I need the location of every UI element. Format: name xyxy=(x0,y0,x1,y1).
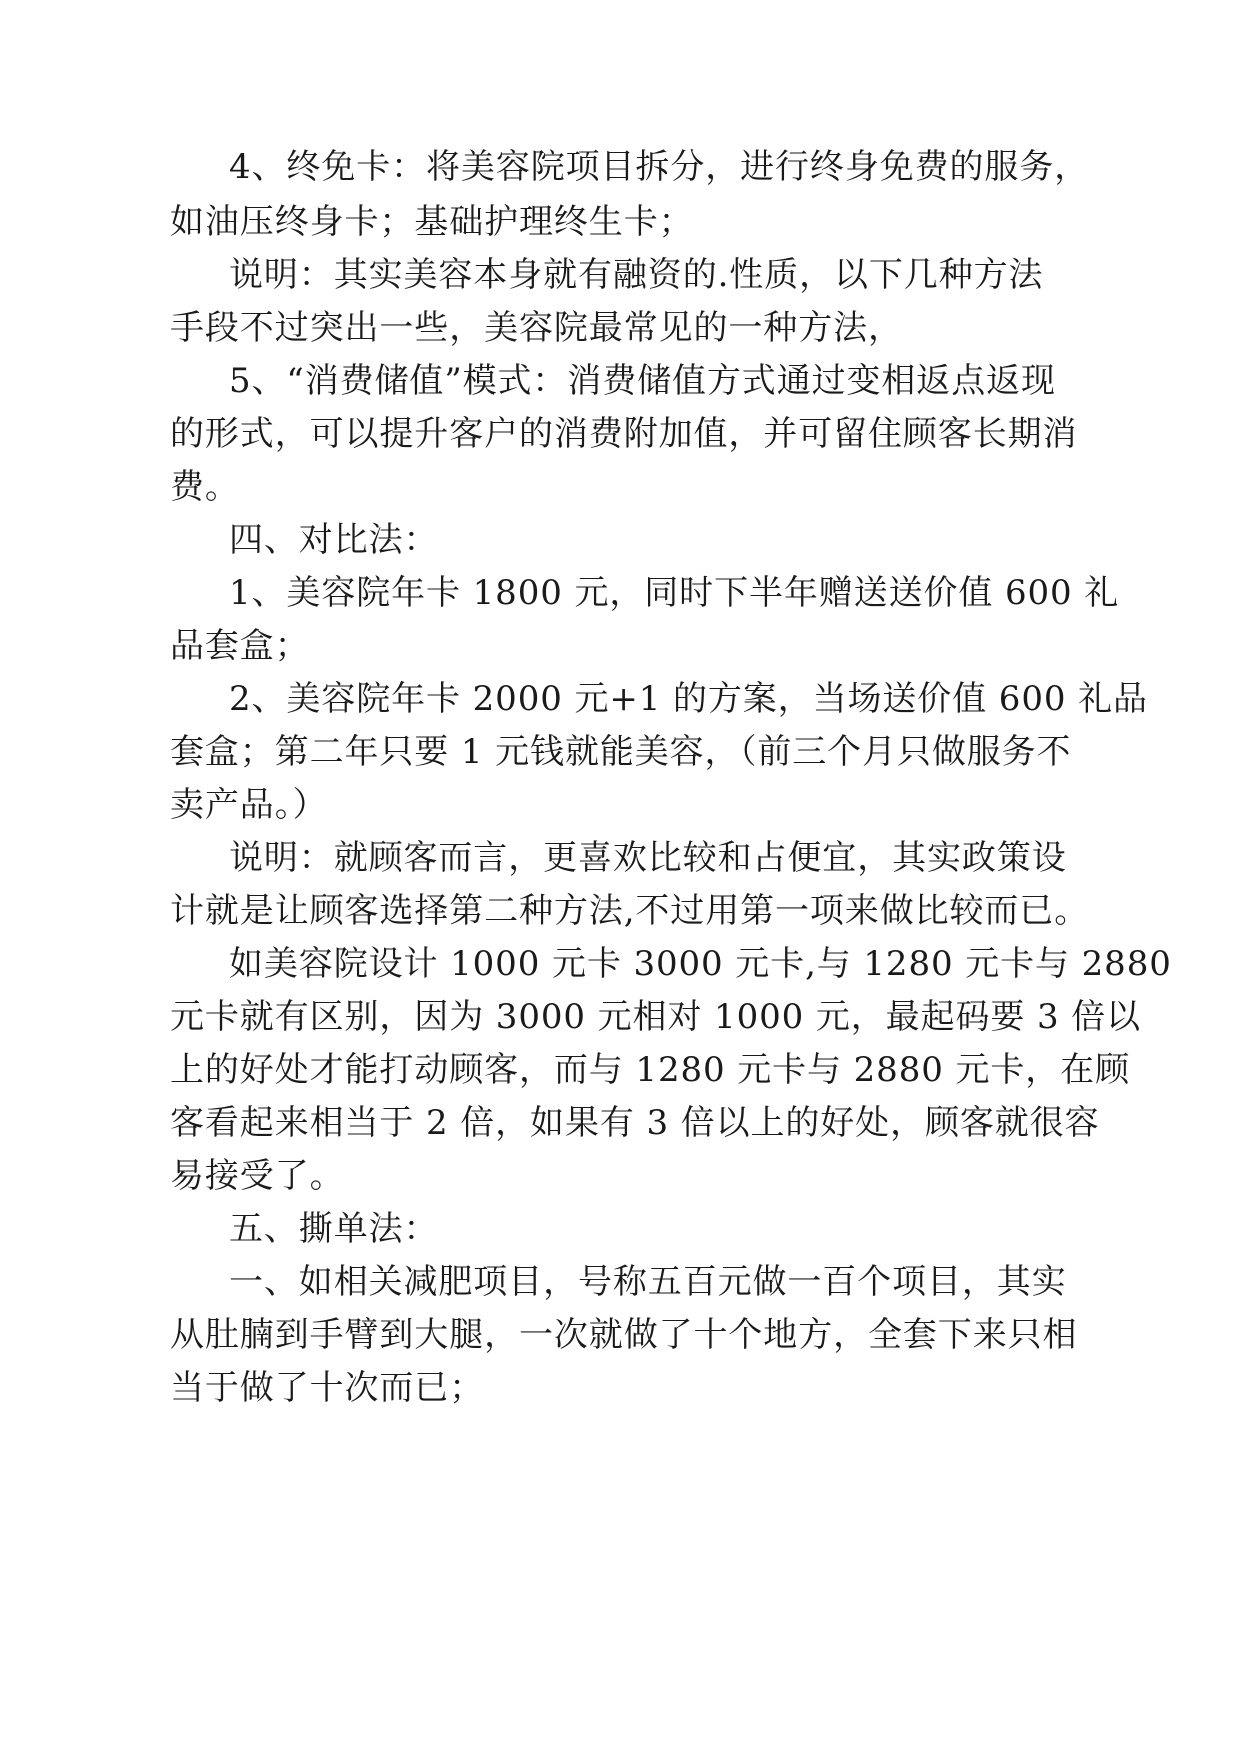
text-line: 说明：其实美容本身就有融资的.性质，以下几种方法 xyxy=(229,255,1044,295)
text-line: 当于做了十次而已； xyxy=(170,1368,485,1408)
section-heading: 四、对比法： xyxy=(229,520,439,560)
text-line: 如油压终身卡；基础护理终生卡； xyxy=(170,202,694,242)
text-line: 元卡就有区别，因为 3000 元相对 1000 元，最起码要 3 倍以 xyxy=(170,997,1142,1037)
text-line: 计就是让顾客选择第二种方法,不过用第一项来做比较而已。 xyxy=(170,891,1090,931)
text-line: 4、终免卡：将美容院项目拆分，进行终身免费的服务， xyxy=(229,147,1090,187)
text-line: 1、美容院年卡 1800 元，同时下半年赠送送价值 600 礼 xyxy=(229,573,1120,613)
section-heading: 五、撕单法： xyxy=(229,1209,439,1249)
text-line: 从肚腩到手臂到大腿，一次就做了十个地方，全套下来只相 xyxy=(170,1315,1078,1355)
text-line: 套盒；第二年只要 1 元钱就能美容，（前三个月只做服务不 xyxy=(170,732,1072,772)
text-line: 上的好处才能打动顾客，而与 1280 元卡与 2880 元卡，在顾 xyxy=(170,1050,1130,1090)
text-line: 品套盒； xyxy=(170,626,310,666)
text-line: 一、如相关减肥项目，号称五百元做一百个项目，其实 xyxy=(229,1262,1067,1302)
text-line: 如美容院设计 1000 元卡 3000 元卡,与 1280 元卡与 2880 xyxy=(229,944,1172,984)
text-line: 说明：就顾客而言，更喜欢比较和占便宜，其实政策设 xyxy=(229,838,1067,878)
text-line: 的形式，可以提升客户的消费附加值，并可留住顾客长期消 xyxy=(170,414,1078,454)
text-line: 费。 xyxy=(170,467,240,507)
text-line: 客看起来相当于 2 倍，如果有 3 倍以上的好处，顾客就很容 xyxy=(170,1103,1100,1143)
text-line: 易接受了。 xyxy=(170,1156,345,1196)
text-line: 手段不过突出一些，美容院最常见的一种方法， xyxy=(170,308,903,348)
text-line: 卖产品。） xyxy=(170,785,328,825)
text-line: 5、“消费储值”模式：消费储值方式通过变相返点返现 xyxy=(229,361,1056,401)
text-line: 2、美容院年卡 2000 元+1 的方案，当场送价值 600 礼品 xyxy=(229,679,1148,719)
